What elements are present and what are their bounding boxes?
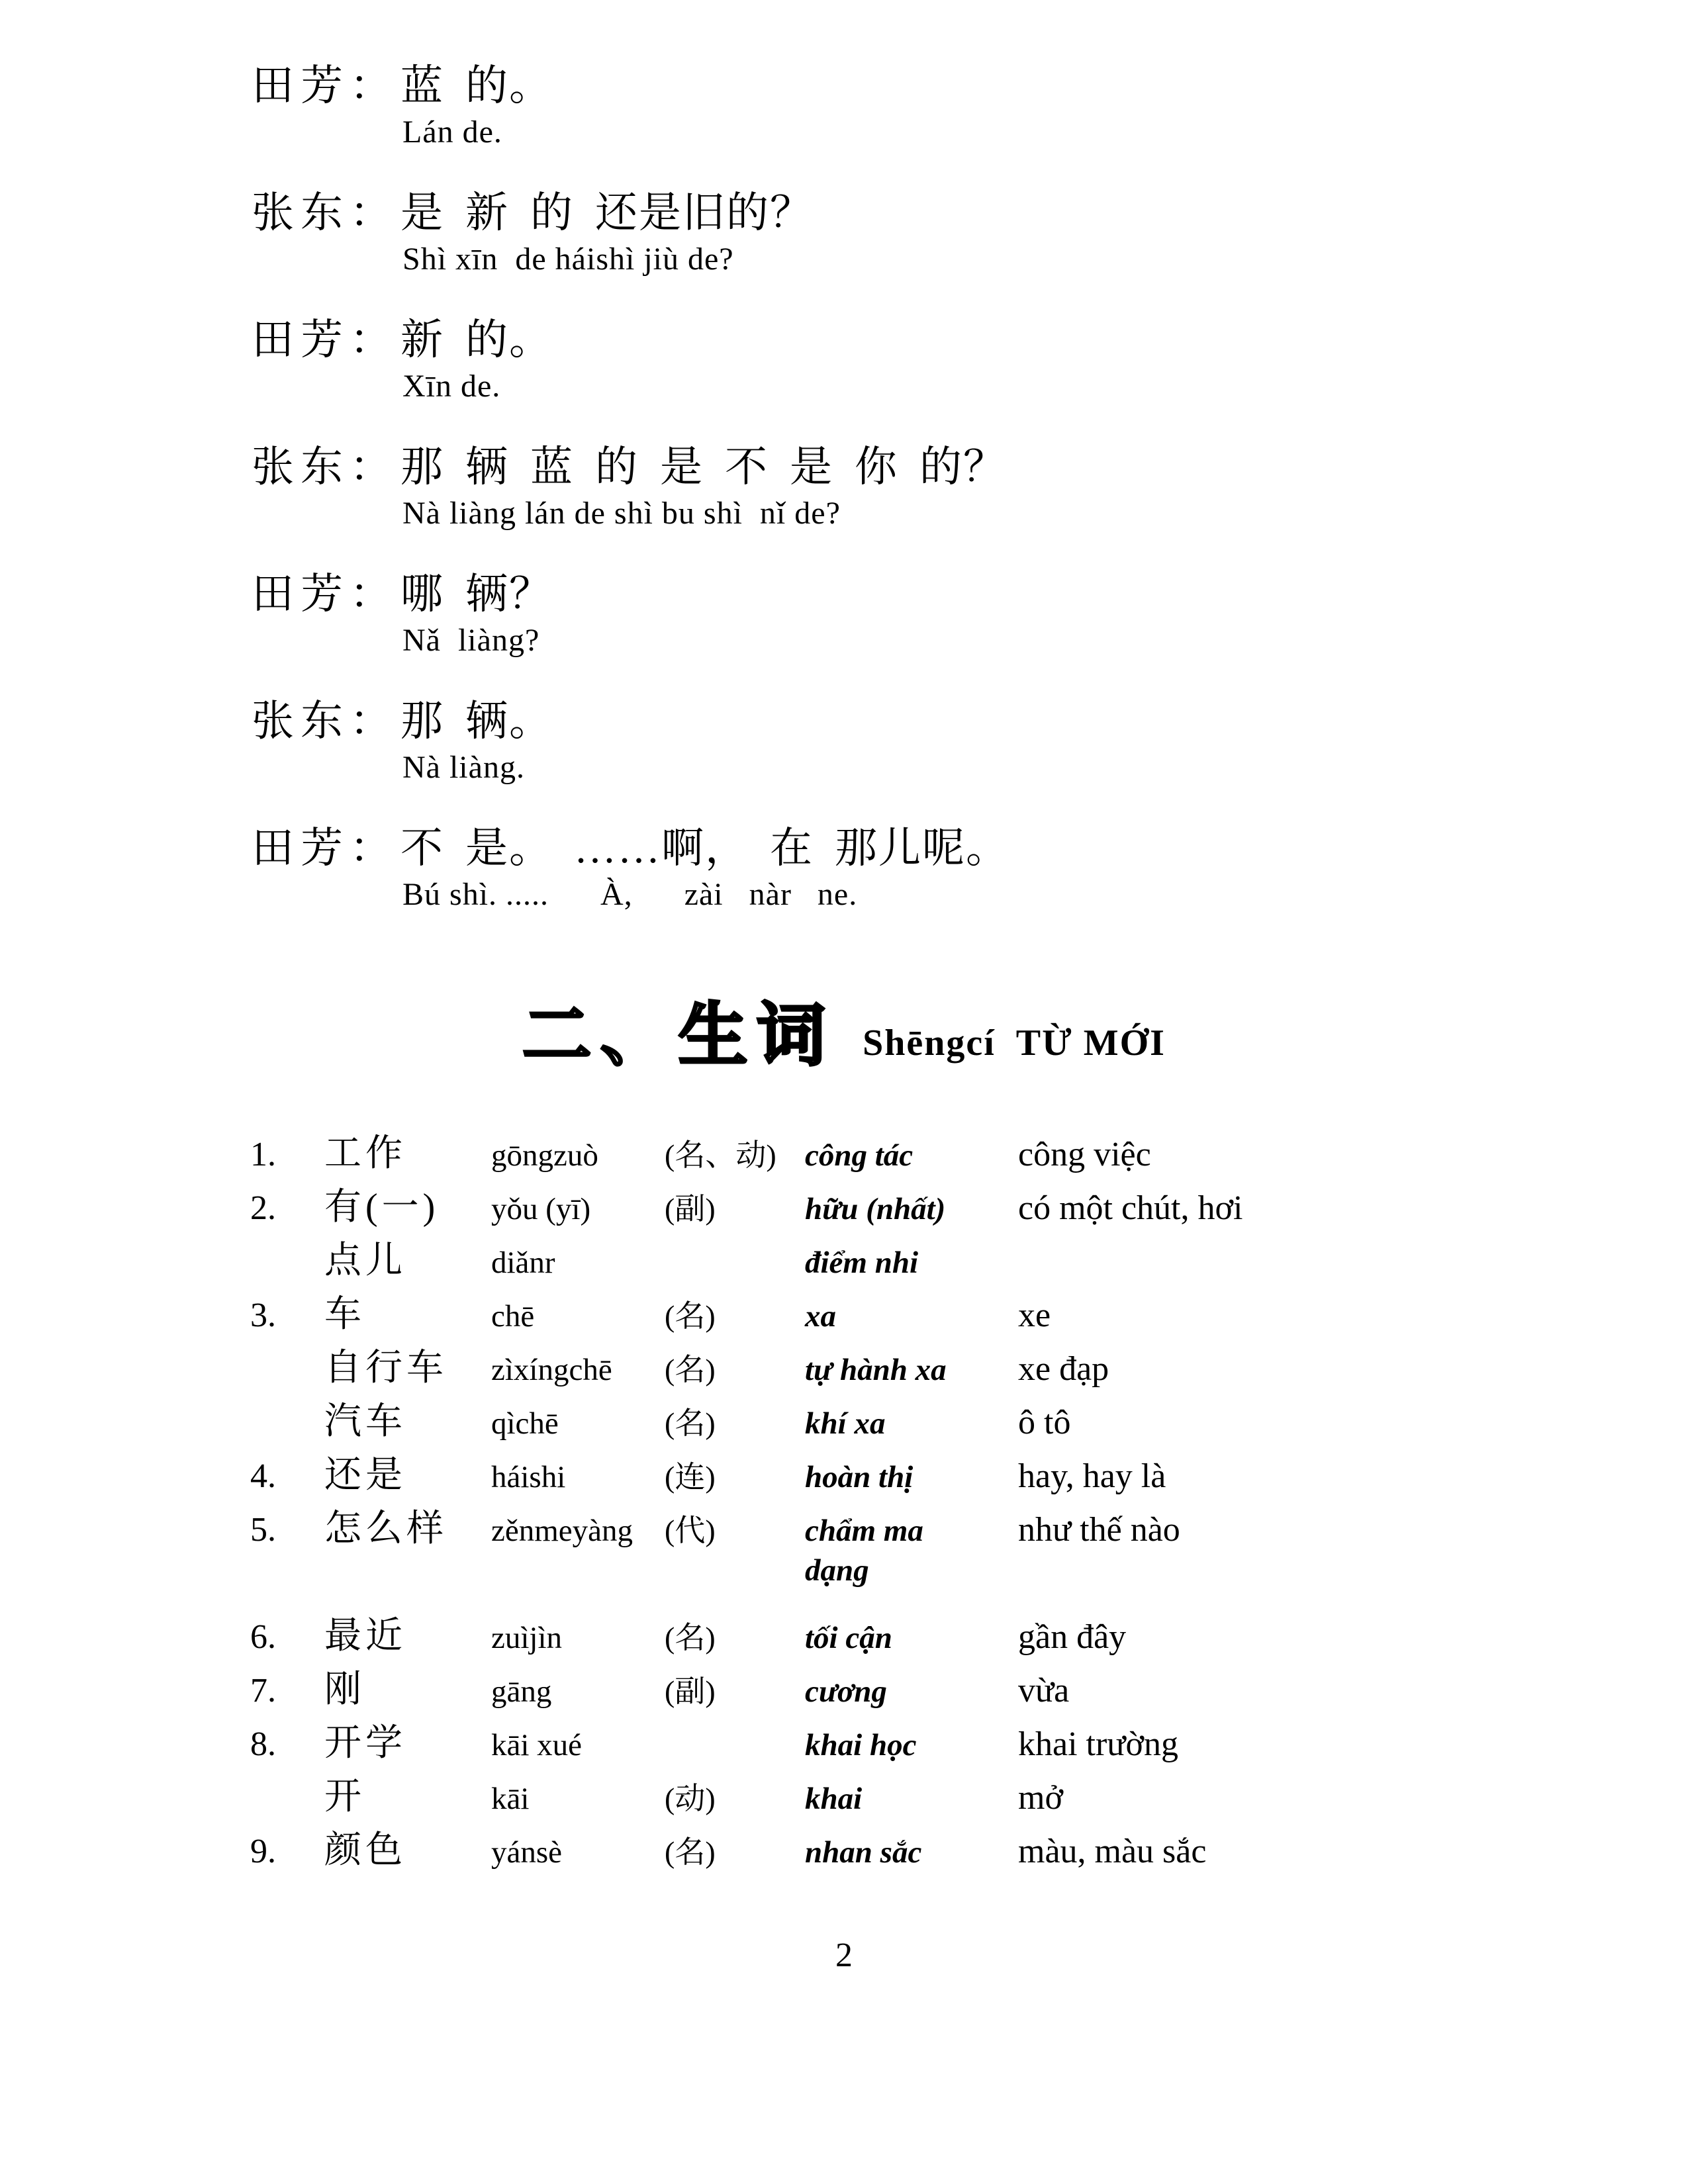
item-number: 7. (250, 1672, 276, 1709)
chinese-word: 车 (324, 1294, 365, 1335)
dialogue-entry (252, 60, 1509, 152)
item-number: 4. (250, 1457, 276, 1495)
vietnamese-meaning: xe đạp (1018, 1350, 1109, 1388)
item-number: 9. (250, 1833, 276, 1870)
dialogue-entry (252, 187, 1509, 279)
hanzi-text: 那 辆 蓝 的 是 不 是 你 的？ (400, 443, 1007, 490)
word-pinyin: yánsè (491, 1835, 563, 1870)
dialogue-hanzi-line (252, 187, 1509, 240)
vietnamese-meaning: màu, màu sắc (1018, 1833, 1207, 1870)
vocab-row (250, 1177, 1541, 1231)
hanzi-text: 蓝 的。 (400, 62, 553, 109)
chinese-word: 汽车 (324, 1401, 406, 1442)
part-of-speech: (副) (665, 1192, 716, 1226)
part-of-speech: (名) (665, 1621, 716, 1655)
section-header (0, 996, 1688, 1075)
part-of-speech: (代) (665, 1514, 716, 1547)
hanzi-text: 新 的。 (400, 316, 553, 363)
vocab-row (250, 1606, 1541, 1660)
pinyin-text: Bú shì. ..... À, zài nàr ne. (402, 877, 858, 912)
word-pinyin: yǒu (yī) (491, 1192, 591, 1226)
part-of-speech: (名、动) (665, 1138, 776, 1172)
chinese-word: 开 (324, 1776, 365, 1817)
sino-vietnamese: cương (805, 1674, 887, 1709)
chinese-word: 刚 (324, 1669, 365, 1710)
vietnamese-meaning: công việc (1018, 1136, 1151, 1173)
word-pinyin: chē (491, 1299, 535, 1334)
part-of-speech: (名) (665, 1835, 716, 1869)
speaker-label: 田芳： (252, 570, 399, 617)
vocab-row (250, 1392, 1541, 1445)
hanzi-text: 不 是。 ……啊， 在 那儿呢。 (400, 825, 1009, 872)
word-pinyin: qìchē (491, 1406, 559, 1441)
vietnamese-meaning: như thế nào (1018, 1511, 1180, 1549)
vocab-row (250, 1553, 1541, 1606)
dialogue-section (252, 60, 1509, 949)
word-pinyin: kāi xué (491, 1728, 583, 1762)
pinyin-text: Shì xīn de háishì jiù de? (402, 242, 734, 277)
vocab-row (250, 1499, 1541, 1553)
part-of-speech: (名) (665, 1299, 716, 1333)
dialogue-hanzi-line (252, 695, 1509, 748)
hanzi-text: 那 辆。 (400, 698, 553, 745)
sino-vietnamese: điểm nhi (805, 1246, 919, 1280)
sino-vietnamese: khai học (805, 1728, 917, 1762)
vocab-row (250, 1821, 1541, 1874)
word-pinyin: kāi (491, 1782, 530, 1816)
word-pinyin: zìxíngchē (491, 1353, 612, 1387)
dialogue-hanzi-line (252, 568, 1509, 621)
page-number: 2 (835, 1936, 853, 1974)
item-number: 3. (250, 1297, 276, 1334)
chinese-word: 怎么样 (324, 1508, 447, 1549)
hanzi-text: 是 新 的 还是旧的？ (400, 189, 814, 236)
vocab-row (250, 1767, 1541, 1821)
vietnamese-meaning: khai trường (1018, 1725, 1178, 1763)
pinyin-text: Nǎ liàng? (402, 623, 540, 658)
dialogue-hanzi-line (252, 822, 1509, 875)
vietnamese-meaning: mở (1018, 1779, 1063, 1817)
word-pinyin: gāng (491, 1674, 552, 1709)
pinyin-text: Xīn de. (402, 369, 501, 404)
part-of-speech: (名) (665, 1406, 716, 1440)
part-of-speech: (连) (665, 1460, 716, 1494)
vocab-row (250, 1445, 1541, 1499)
dialogue-entry (252, 441, 1509, 533)
sino-vietnamese: công tác (805, 1138, 914, 1173)
vocabulary-list (250, 1124, 1541, 1874)
dialogue-entry (252, 568, 1509, 660)
word-pinyin: háishi (491, 1460, 566, 1494)
speaker-label: 田芳： (252, 62, 399, 109)
item-number: 5. (250, 1511, 276, 1549)
part-of-speech: (动) (665, 1782, 716, 1815)
vietnamese-meaning: hay, hay là (1018, 1457, 1166, 1495)
part-of-speech: (名) (665, 1353, 716, 1387)
vocab-row (250, 1231, 1541, 1285)
chinese-word: 点儿 (324, 1240, 406, 1281)
word-pinyin: diǎnr (491, 1246, 555, 1280)
vocab-row (250, 1124, 1541, 1177)
chinese-word: 自行车 (324, 1347, 447, 1388)
item-number: 2. (250, 1189, 276, 1227)
item-number: 1. (250, 1136, 276, 1173)
speaker-label: 张东： (252, 443, 399, 490)
sino-vietnamese: tự hành xa (805, 1353, 947, 1387)
word-pinyin: zěnmeyàng (491, 1514, 633, 1548)
sino-vietnamese: khí xa (805, 1406, 886, 1441)
section-title-latin: Shēngcí TỪ MỚI (863, 1023, 1166, 1064)
sino-vietnamese: tối cận (805, 1621, 892, 1655)
speaker-label: 张东： (252, 189, 399, 236)
item-number: 6. (250, 1618, 276, 1656)
vocab-row (250, 1713, 1541, 1767)
dialogue-entry (252, 314, 1509, 406)
hanzi-text: 哪 辆？ (400, 570, 553, 617)
chinese-word: 最近 (324, 1615, 406, 1657)
speaker-label: 田芳： (252, 825, 399, 872)
vietnamese-meaning: có một chút, hơi (1018, 1189, 1243, 1227)
dialogue-hanzi-line (252, 441, 1509, 494)
chinese-word: 工作 (324, 1133, 406, 1174)
dialogue-entry (252, 695, 1509, 788)
sino-vietnamese: khai (805, 1782, 863, 1816)
dialogue-hanzi-line (252, 60, 1509, 113)
vietnamese-meaning: ô tô (1018, 1404, 1071, 1441)
section-title-hanzi: 二、生词 (522, 997, 835, 1074)
word-pinyin: zuìjìn (491, 1621, 563, 1655)
pinyin-text: Nà liàng. (402, 750, 525, 785)
sino-vietnamese: chẩm ma (805, 1514, 923, 1548)
part-of-speech: (副) (665, 1674, 716, 1708)
vietnamese-meaning: vừa (1018, 1672, 1070, 1709)
vietnamese-meaning: xe (1018, 1297, 1051, 1334)
dialogue-entry (252, 822, 1509, 915)
sino-vietnamese: nhan sắc (805, 1835, 922, 1870)
pinyin-text: Nà liàng lán de shì bu shì nǐ de? (402, 496, 841, 531)
sino-vietnamese: hữu (nhất) (805, 1192, 946, 1226)
sino-vietnamese: xa (805, 1299, 836, 1334)
chinese-word: 颜色 (324, 1830, 406, 1871)
chinese-word: 开学 (324, 1723, 406, 1764)
speaker-label: 张东： (252, 698, 399, 745)
speaker-label: 田芳： (252, 316, 399, 363)
vocab-row (250, 1338, 1541, 1392)
word-pinyin: gōngzuò (491, 1138, 598, 1173)
sino-vietnamese: hoàn thị (805, 1460, 914, 1494)
dialogue-hanzi-line (252, 314, 1509, 367)
item-number: 8. (250, 1725, 276, 1763)
pinyin-text: Lán de. (402, 114, 502, 150)
sino-vietnamese: dạng (805, 1553, 869, 1588)
chinese-word: 有(一) (324, 1187, 440, 1228)
chinese-word: 还是 (324, 1455, 406, 1496)
vocab-row (250, 1660, 1541, 1713)
vocab-row (250, 1285, 1541, 1338)
vietnamese-meaning: gần đây (1018, 1618, 1127, 1656)
